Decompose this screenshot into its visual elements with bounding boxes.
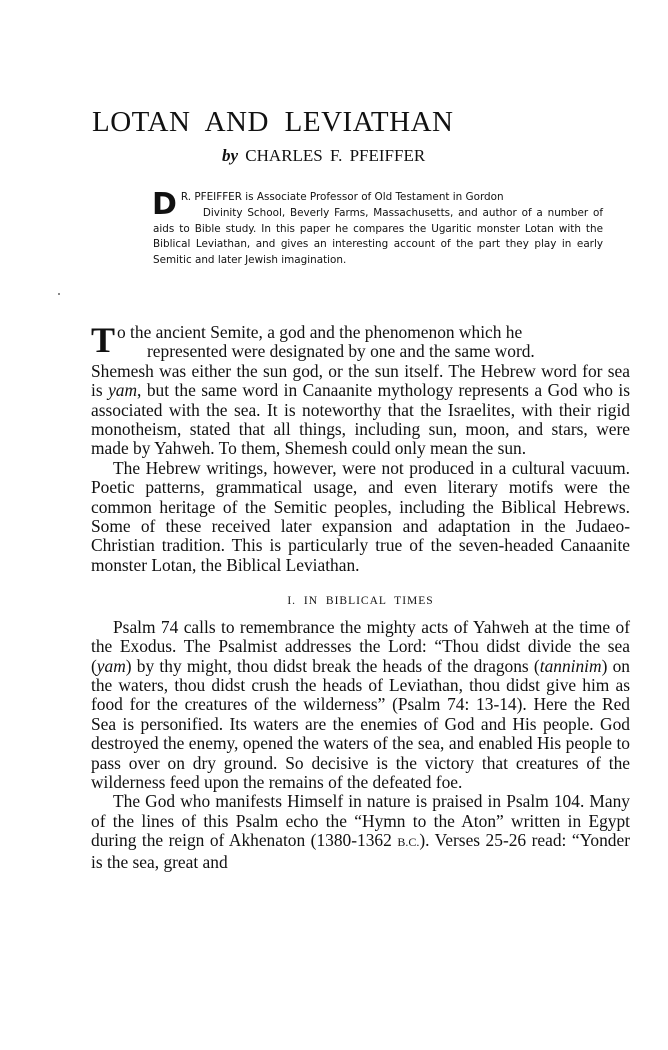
italic-term: yam	[96, 655, 126, 676]
abstract-dropcap: D	[152, 187, 177, 222]
p1-line2: represented were designated by one and the same word.	[147, 341, 535, 362]
p4-text: The God who manifests Himself in nature is praised in Psalm 104. Many of the lines of this Psalm echo the “Hymn to the Aton” written in Egypt during the reign of Akhenaton (1380-1362	[91, 791, 630, 851]
p1-text: Shemesh was either the sun god, or the sun itself. The Hebrew word for sea is	[91, 360, 630, 401]
section-heading: I. IN BIBLICAL TIMES	[287, 595, 434, 608]
italic-term: yam	[108, 380, 138, 401]
scan-speck	[58, 293, 60, 295]
p3-text: ) by thy might, thou didst break the heads of the dragons (	[125, 655, 540, 676]
era-abbreviation: B.C.	[397, 835, 420, 850]
paragraph-dropcap: T	[91, 320, 116, 360]
p1-line1: o the ancient Semite, a god and the phenomenon which he	[117, 322, 523, 342]
abstract-line1: R. PFEIFFER is Associate Professor of Old Testament in Gordon	[180, 191, 504, 203]
paragraph-4	[91, 792, 630, 872]
paragraph-3	[91, 618, 630, 793]
paragraph-2: The Hebrew writings, however, were not produced in a cultural vacuum. Poetic patterns, grammatical usage, and even literary motifs were the common heritage of the Semitic peoples, including the Biblical Hebrews. Some of these received later expansion and adaptation in the Judaeo-Christian tradition. This is particularly true of the seven-headed Canaanite monster Lotan, the Biblical Leviathan.	[91, 457, 630, 575]
abstract-text: Divinity School, Beverly Farms, Massachusetts, and author of a number of aids to Bible study. In this paper he compares the Ugaritic monster Lotan with the Biblical Leviathan, and gives an interesting account of the part they play in early Semitic and later Jewish imagination.	[153, 206, 603, 267]
article-title: LOTAN AND LEVIATHAN	[92, 106, 454, 138]
author-abstract	[152, 187, 603, 269]
byline	[222, 146, 425, 166]
article-body	[91, 320, 630, 872]
p1-text: , but the same word in Canaanite mythology represents a God who is associated with the sea. It is noteworthy that the Israelites, with their rigid monotheism, stated that all things, including sun, moon, and stars, were made by Yahweh. To them, Shemesh could only mean the sun.	[91, 380, 630, 459]
paragraph-1	[91, 320, 630, 459]
p3-text: ) on the waters, thou didst crush the heads of Leviathan, thou didst give him as food for the creatures of the wilderness” (Psalm 74: 13-14). Here the Red Sea is personified. Its waters are the enemies of God and His people. God destroyed the enemy, opened the waters of the sea, and enabled His people to pass over on dry ground. So decisive is the victory that creatures of the wilderness feed upon the remains of the defeated foe.	[91, 655, 630, 792]
p3-text: Psalm 74 calls to remembrance the mighty acts of Yahweh at the time of the Exodus. The Psalmist addresses the Lord: “Thou didst divide the sea (	[91, 616, 630, 676]
author-name: CHARLES F. PFEIFFER	[245, 146, 426, 165]
italic-term: tanninim	[539, 655, 602, 676]
byline-prefix: by	[222, 146, 239, 165]
p4-text: ). Verses 25-26 read: “Yonder is the sea, great and	[91, 830, 630, 872]
